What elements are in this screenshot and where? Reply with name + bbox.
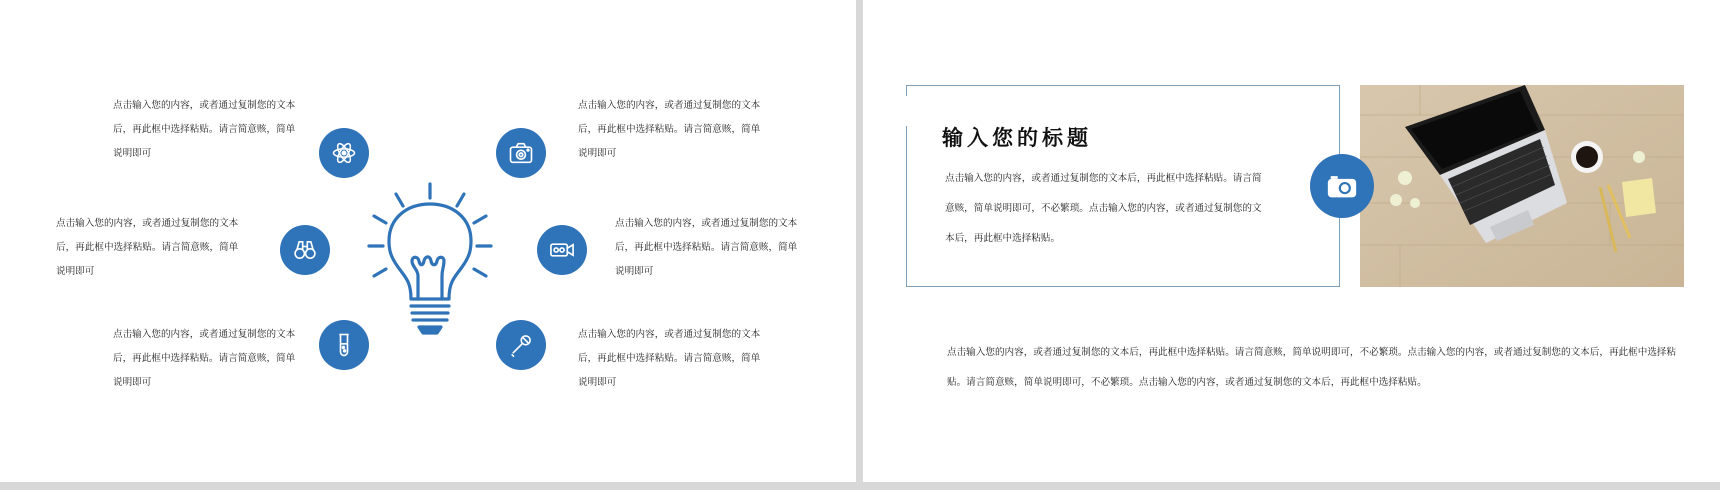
text-block-top-right: 点击输入您的内容，或者通过复制您的文本后，再此框中选择粘贴。请言简意赅，简单说明即可 [578, 100, 761, 159]
text-block-bottom-left: 点击输入您的内容，或者通过复制您的文本后，再此框中选择粘贴。请言简意赅，简单说明即可 [113, 329, 296, 388]
slide-left [0, 0, 856, 482]
microphone-icon [507, 331, 535, 359]
camera-circle-left [496, 128, 546, 178]
video-camera-circle [537, 225, 587, 275]
title-body-text: 点击输入您的内容，或者通过复制您的文本后，再此框中选择粘贴。请言简意赅，简单说明即可，不必繁琐。点击输入您的内容，或者通过复制您的文本后，再此框中选择粘贴。 [945, 173, 1262, 244]
binoculars-icon [291, 236, 319, 264]
camera-icon [1325, 169, 1359, 203]
slide-right [863, 0, 1720, 482]
bottom-body-text: 点击输入您的内容，或者通过复制您的文本后，再此框中选择粘贴。请言简意赅，简单说明即可，不必繁琐。点击输入您的内容，或者通过复制您的文本后，再此框中选择粘贴。请言简意赅，简单说明即可，不必繁琐。点击输入您的内容，或者通过复制您的文本后，再此框中选择粘贴。 [947, 347, 1677, 388]
text-block-middle-right: 点击输入您的内容，或者通过复制您的文本后，再此框中选择粘贴。请言简意赅，简单说明即可 [615, 218, 798, 277]
atom-circle [319, 128, 369, 178]
text-block-bottom-right: 点击输入您的内容，或者通过复制您的文本后，再此框中选择粘贴。请言简意赅，简单说明即可 [578, 329, 761, 388]
video-camera-icon [548, 236, 576, 264]
light-bulb-icon [365, 181, 495, 341]
atom-icon [330, 139, 358, 167]
title-accent-bar [905, 96, 908, 126]
title-box [906, 85, 1340, 287]
slide-title: 输入您的标题 [942, 126, 1092, 150]
text-block-middle-left: 点击输入您的内容，或者通过复制您的文本后，再此框中选择粘贴。请言简意赅，简单说明即可 [56, 218, 239, 277]
laptop-desk-photo [1360, 85, 1684, 287]
camera-icon [507, 139, 535, 167]
test-tube-icon [330, 331, 358, 359]
binoculars-circle [280, 225, 330, 275]
camera-circle-right [1310, 154, 1374, 218]
microphone-circle [496, 320, 546, 370]
test-tube-circle [319, 320, 369, 370]
text-block-top-left: 点击输入您的内容，或者通过复制您的文本后，再此框中选择粘贴。请言简意赅，简单说明即可 [113, 100, 296, 159]
